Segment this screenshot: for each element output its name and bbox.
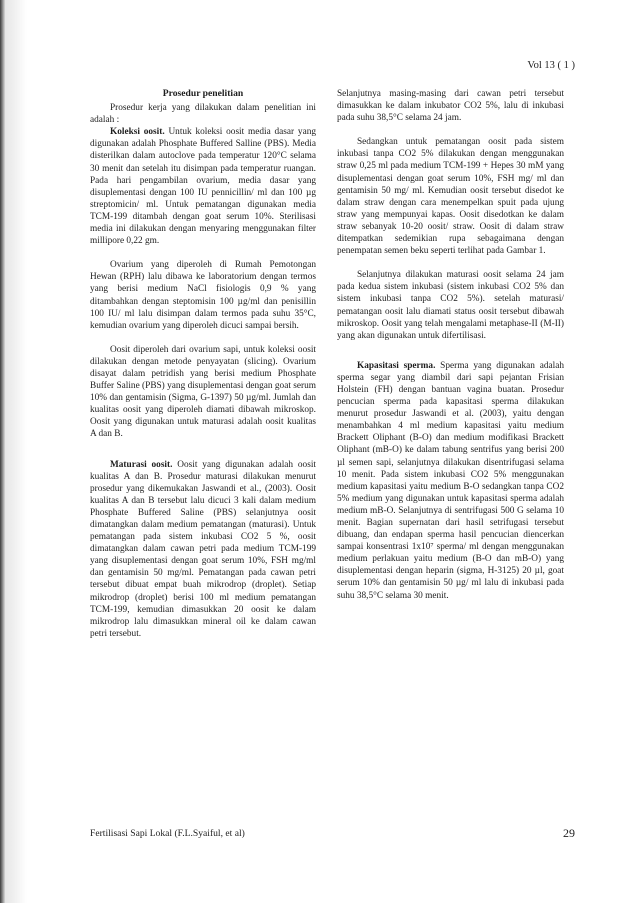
- spacer: [90, 441, 316, 459]
- spacer: [337, 124, 564, 136]
- spacer: [337, 257, 564, 269]
- spacer: [337, 342, 564, 360]
- maturasi-status-paragraph: Selanjutnya dilakukan maturasi oosit selama 24 jam pada kedua sistem inkubasi (sistem inkubasi CO2 5% dan sistem inkubasi tanpa CO2 5%). setelah maturasi/ pematangan oosit lalu diamati status oosit tersebut dibawah mikroskop. Oosit yang telah mengalami metaphase-II (M-II) yang akan digunakan untuk difertilisasi.: [337, 270, 564, 341]
- spacer: [90, 247, 316, 259]
- maturasi-paragraph: [90, 459, 316, 640]
- ovarium-paragraph: Ovarium yang diperoleh di Rumah Pemotongan Hewan (RPH) lalu dibawa ke laboratorium dengan termos yang berisi medium NaCl fisiologis 0,9 % yang ditambahkan dengan steptomisin 100 µg/ml dan penisillin 100 IU/ ml lalu disimpan dalam termos pada suhu 35°C, kemudian ovarium yang diperoleh dicuci sampai bersih.: [90, 260, 316, 331]
- left-column: [90, 88, 316, 640]
- maturasi-heading: Maturasi oosit.: [110, 459, 173, 470]
- koleksi-heading: Koleksi oosit.: [110, 127, 165, 138]
- kapasitasi-text: Sperma yang digunakan adalah sperma segar yang diambil dari sapi pejantan Frisian Holstein (FH) dengan bantuan vagina buatan. Prosedur pencucian sperma pada kapasitasi sperma dilakukan menurut prosedur Jaswandi et al. (2003), yaitu dengan menambahkan 4 ml medium kapasitasi yaitu medium Brackett Oliphant (B-O) dan medium modifikasi Brackett Oliphant (mB-O) ke dalam tabung sentrifus yang berisi 200 µl semen sapi, selanjutnya dilakukan disentrifugasi selama 10 menit. Pada sistem inkubasi CO2 5% menggunakan medium kapasitasi yaitu medium B-O sedangkan tanpa CO2 5% medium yang digunakan untuk kapasitasi sperma adalah medium mB-O. Selanjutnya di sentrifugasi 500 G selama 10 menit. Bagian supernatan dari hasil setrifugasi tersebut dibuang, dan endapan sperma hasil pencucian diencerkan sampai konsentrasi 1x10⁷ sperma/ ml dengan menggunakan medium perlakuan yaitu medium (B-O dan mB-O) yang disuplementasi dengan heparin (sigma, H-3125) 20 µl, goat serum 10% dan gentamisin 50 µg/ ml lalu di inkubasi pada suhu 38,5°C selama 30 menit.: [337, 360, 564, 601]
- inkubasi-paragraph: Selanjutnya masing-masing dari cawan petri tersebut dimasukkan ke dalam inkubator CO2 5%, lalu di inkubasi pada suhu 38,5°C selama 24 jam.: [337, 89, 564, 124]
- kapasitasi-heading: Kapasitasi sperma.: [357, 360, 436, 371]
- maturasi-text: Oosit yang digunakan adalah oosit kualitas A dan B. Prosedur maturasi dilakukan menurut prosedur yang dikemukakan Jaswandi et al., (2003). Oosit kualitas A dan B tersebut lalu dicuci 3 kali dalam medium Phosphate Buffered Saline (PBS) selanjutnya oosit dimatangkan dalam medium pematangan (maturasi). Untuk pematangan pada sistem inkubasi CO2 5 %, oosit dimatangkan dalam cawan petri pada medium TCM-199 yang disuplementasi dengan goat serum 10%, FSH mg/ml dan gentamisin 50 mg/ml. Pematangan pada cawan petri tersebut dibuat empat buah mikrodrop (droplet). Setiap mikrodrop (droplet) berisi 100 ml medium pematangan TCM-199, kemudian dimasukkan 20 oosit ke dalam mikrodrop lalu dimasukkan mineral oil ke dalam cawan petri tersebut.: [90, 459, 316, 639]
- spacer: [90, 332, 316, 344]
- section-heading: Prosedur penelitian: [162, 88, 244, 99]
- kapasitasi-paragraph: [337, 360, 564, 602]
- intro-paragraph: Prosedur kerja yang dilakukan dalam penelitian ini adalah :: [90, 103, 316, 126]
- right-column: [337, 88, 564, 602]
- running-footer: Fertilisasi Sapi Lokal (F.L.Syaiful, et al): [90, 828, 245, 839]
- koleksi-text: Untuk koleksi oosit media dasar yang digunakan adalah Phosphate Buffered Salline (PBS). Media disterilkan dalam autoclove pada temperatur 120°C selama 30 menit dan setelah itu disimpan pada temperatur ruangan. Pada hari pengambilan ovarium, media dasar yang disuplementasi dengan 100 IU pennicillin/ ml dan 100 µg streptomicin/ ml. Untuk pematangan digunakan media TCM-199 ditambah dengan goat serum 10%. Sterilisasi media ini dilakukan dengan menyaring menggunakan filter millipore 0,22 gm.: [90, 127, 316, 247]
- koleksi-paragraph: [90, 126, 316, 247]
- oosit-paragraph: Oosit diperoleh dari ovarium sapi, untuk koleksi oosit dilakukan dengan metode penyayatan (slicing). Ovarium disayat dalam petridish yang berisi medium Phosphate Buffer Saline (PBS) yang disuplementasi dengan goat serum 10% dan gentamisin (Sigma, G-1397) 50 µg/ml. Jumlah dan kualitas oosit yang diperoleh diamati dibawah mikroskop. Oosit yang digunakan untuk maturasi adalah oosit kualitas A dan B.: [90, 344, 316, 440]
- page-number: 29: [563, 826, 575, 840]
- scan-shadow: [5, 0, 27, 903]
- straw-paragraph: Sedangkan untuk pematangan oosit pada sistem inkubasi tanpa CO2 5% dilakukan dengan menggunakan straw 0,25 ml pada medium TCM-199 + Hepes 30 mM yang disuplementasi dengan goat serum 10%, FSH mg/ ml dan gentamisin 50 mg/ ml. Kemudian oosit tersebut disedot ke dalam straw dengan cara menempelkan spuit pada ujung straw yang mempunyai kapas. Oosit disedotkan ke dalam straw sebanyak 10-20 oosit/ straw. Oosit di dalam straw ditempatkan sedemikian rupa sebagaimana dengan penempatan semen beku seperti terlihat pada Gambar 1.: [337, 137, 564, 257]
- volume-label: Vol 13 ( 1 ): [527, 60, 575, 71]
